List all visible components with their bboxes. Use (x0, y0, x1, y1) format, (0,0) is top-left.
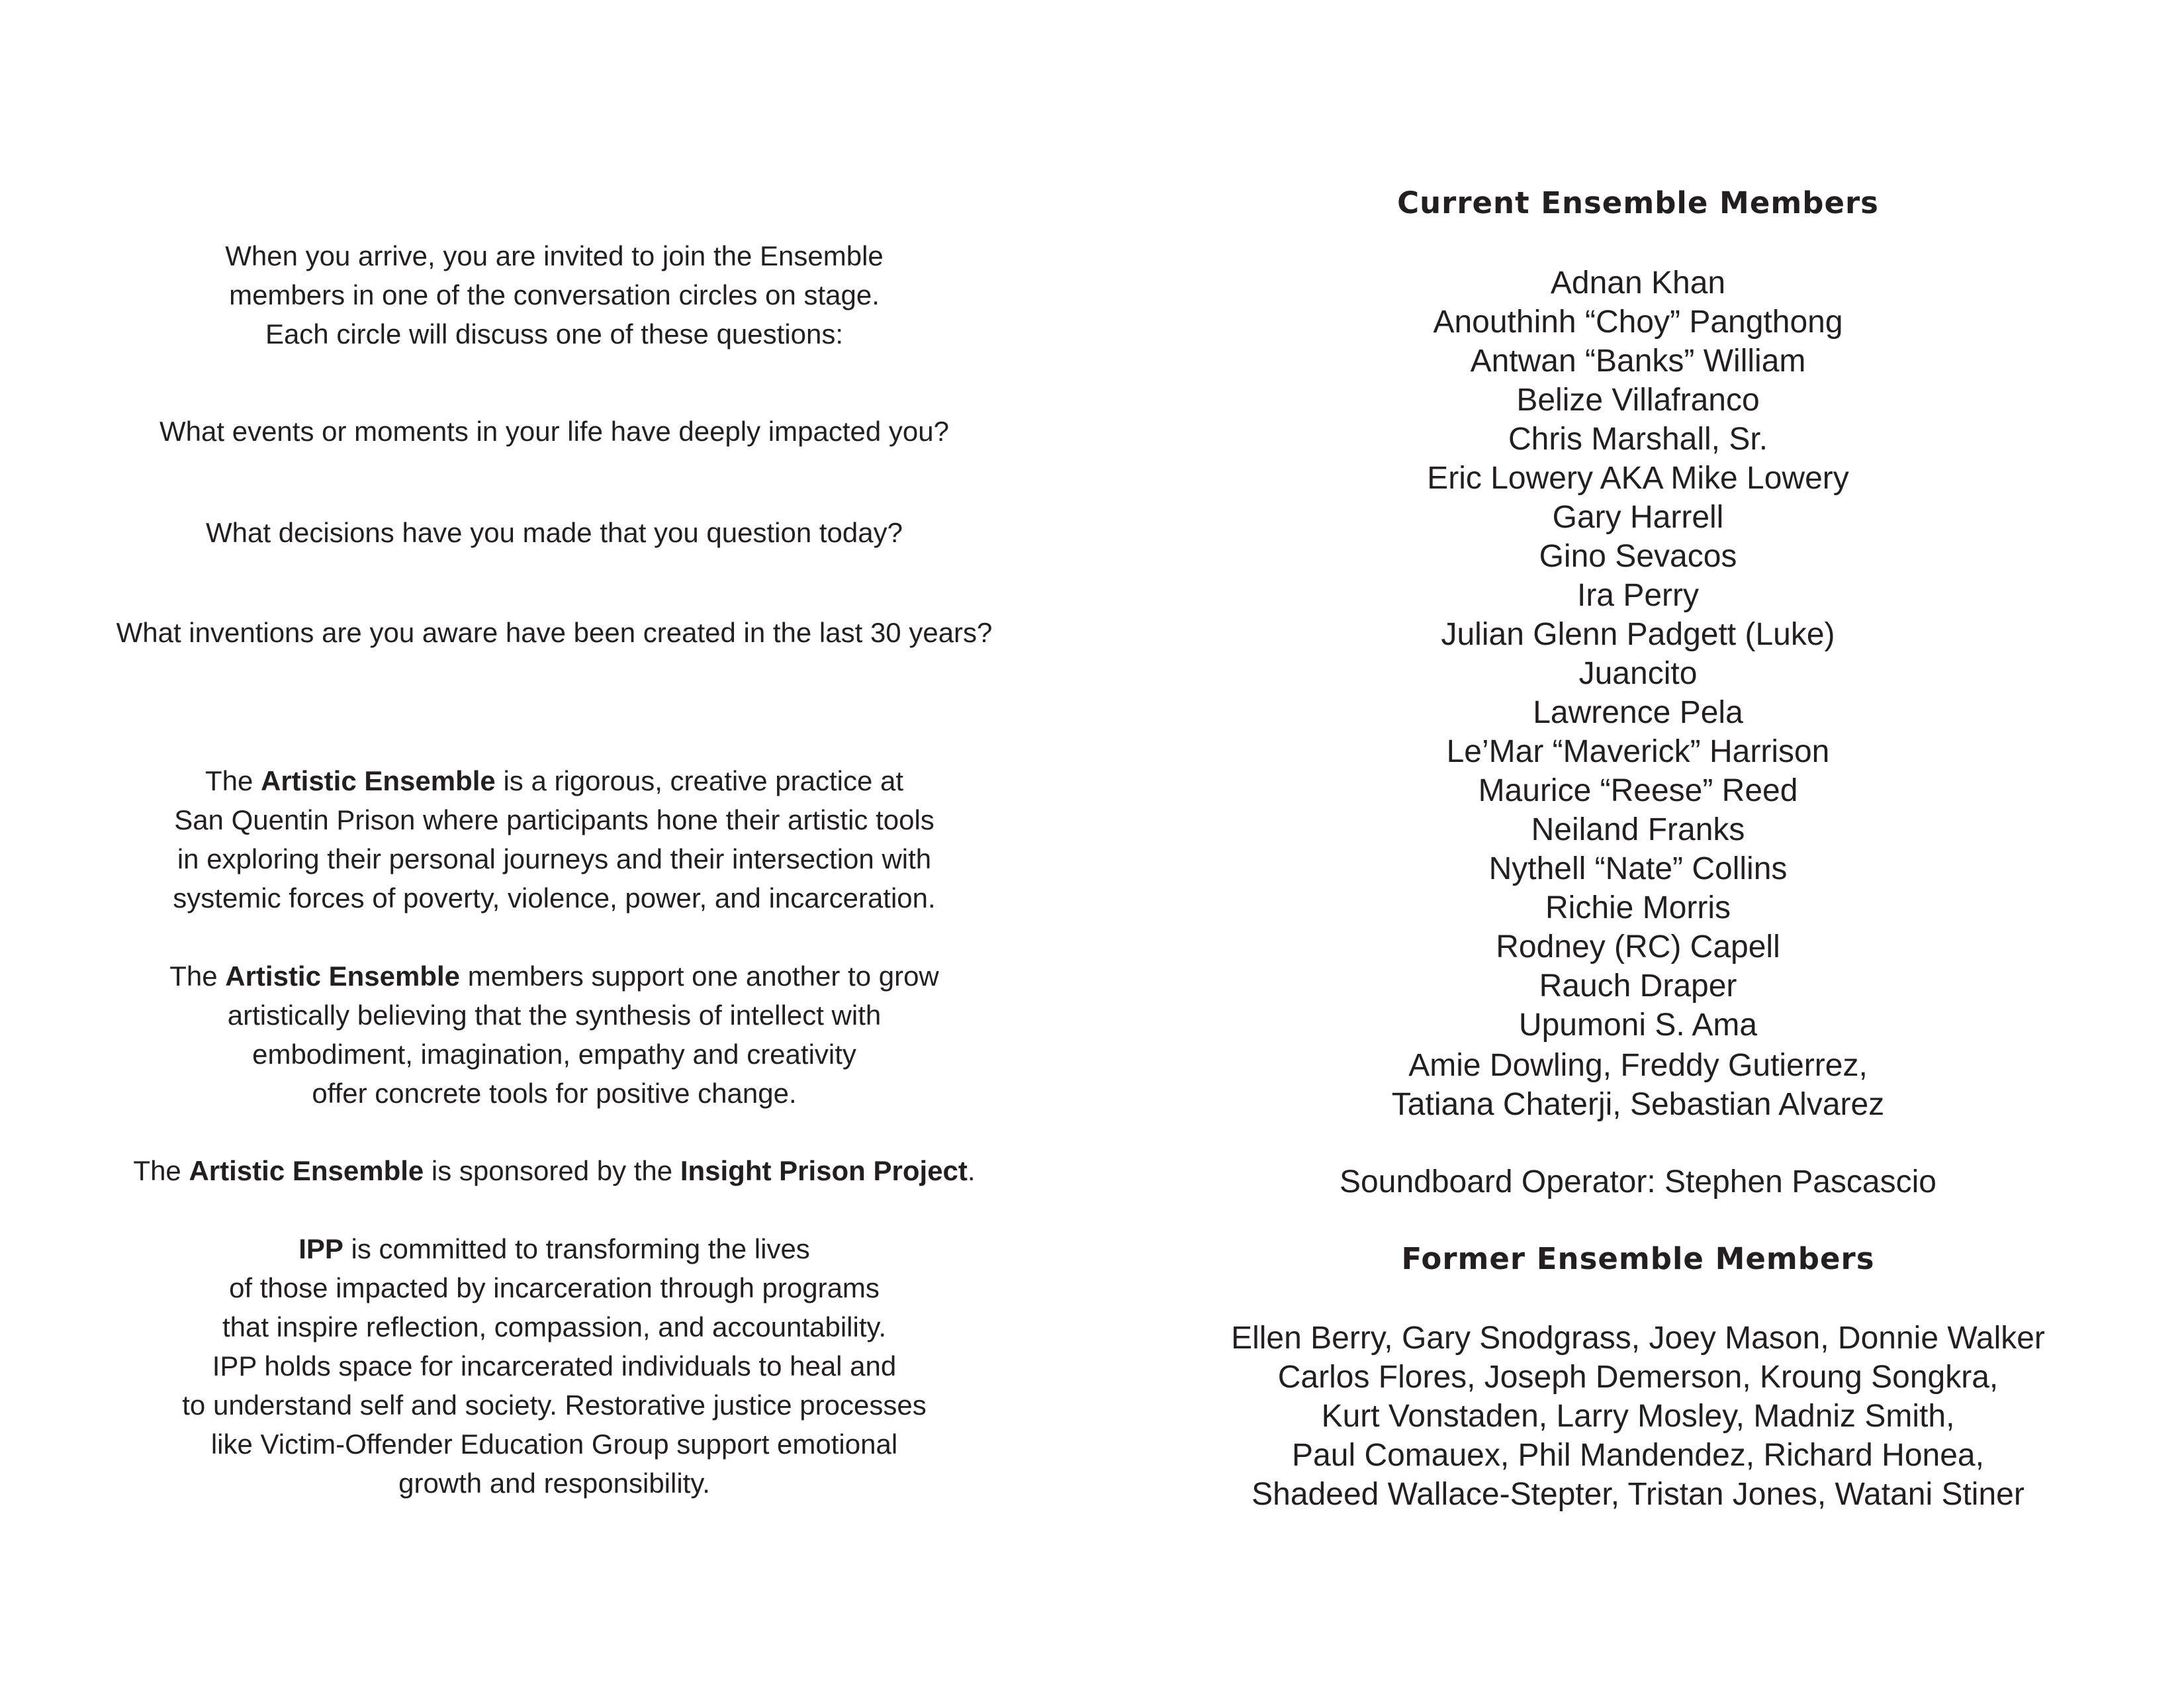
former-members-line: Kurt Vonstaden, Larry Mosley, Madniz Smith, (1321, 1399, 1955, 1434)
invitation-line: When you arrive, you are invited to join the Ensemble (225, 240, 884, 271)
description-line: San Quentin Prison where participants hone their artistic tools (174, 804, 934, 835)
member-name: Anouthinh “Choy” Pangthong (1433, 305, 1843, 340)
member-name: Chris Marshall, Sr. (1508, 422, 1768, 457)
current-members-list (1092, 263, 2184, 1045)
member-name: Le’Mar “Maverick” Harrison (1446, 734, 1830, 769)
facilitators-line: Amie Dowling, Freddy Gutierrez, (1408, 1048, 1868, 1083)
member-name: Nythell “Nate” Collins (1488, 851, 1788, 886)
invitation-line: Each circle will discuss one of these questions: (265, 318, 844, 350)
member-name: Maurice “Reese” Reed (1478, 773, 1798, 808)
member-name: Upumoni S. Ama (1518, 1008, 1758, 1043)
sponsor-name: Insight Prison Project (680, 1155, 968, 1186)
ensemble-name: Artistic Ensemble (225, 961, 461, 992)
ensemble-name: Artistic Ensemble (260, 765, 496, 796)
member-name: Lawrence Pela (1533, 695, 1743, 730)
support-line: The Artistic Ensemble members support one another to grow (169, 961, 939, 992)
member-name: Gary Harrell (1552, 500, 1724, 535)
member-name: Juancito (1578, 656, 1698, 691)
member-name: Julian Glenn Padgett (Luke) (1441, 617, 1835, 652)
member-name: Neiland Franks (1531, 812, 1745, 847)
former-members-line: Shadeed Wallace-Stepter, Tristan Jones, Watani Stiner (1251, 1477, 2025, 1512)
soundboard-operator-credit: Soundboard Operator: Stephen Pascascio (1340, 1164, 1936, 1199)
member-name: Eric Lowery AKA Mike Lowery (1427, 461, 1849, 496)
description-line: The Artistic Ensemble is a rigorous, creative practice at (205, 765, 904, 796)
support-line: artistically believing that the synthesis of intellect with (227, 1000, 882, 1031)
question-3: What inventions are you aware have been created in the last 30 years? (116, 617, 993, 648)
former-members-line: Ellen Berry, Gary Snodgrass, Joey Mason, Donnie Walker (1231, 1321, 2045, 1356)
member-name: Ira Perry (1576, 578, 1700, 613)
ipp-line: growth and responsibility. (398, 1468, 710, 1499)
former-members-list (1092, 1319, 2184, 1514)
member-name: Belize Villafranco (1516, 383, 1760, 418)
former-members-line: Carlos Flores, Joseph Demerson, Kroung Songkra, (1277, 1360, 1999, 1395)
question-2: What decisions have you made that you question today? (206, 517, 903, 548)
facilitators-list (1092, 1046, 2184, 1124)
ipp-line: like Victim-Offender Education Group support emotional (210, 1429, 898, 1460)
ipp-line: IPP holds space for incarcerated individuals to heal and (212, 1350, 897, 1382)
member-name: Adnan Khan (1550, 265, 1726, 301)
member-name: Antwan “Banks” William (1470, 344, 1806, 379)
member-name: Gino Sevacos (1539, 539, 1737, 574)
invitation-paragraph (0, 236, 1109, 353)
ensemble-name: Artistic Ensemble (189, 1155, 424, 1186)
ipp-abbreviation: IPP (298, 1233, 343, 1264)
former-members-line: Paul Comauex, Phil Mandendez, Richard Honea, (1292, 1438, 1984, 1473)
sponsor-paragraph (0, 1151, 1109, 1190)
question-1: What events or moments in your life have deeply impacted you? (159, 416, 949, 447)
sponsor-line: The Artistic Ensemble is sponsored by the Insight Prison Project. (133, 1155, 976, 1186)
ipp-paragraph (0, 1229, 1109, 1503)
ensemble-description-paragraph (0, 761, 1109, 917)
invitation-line: members in one of the conversation circles on stage. (229, 279, 880, 310)
ipp-line: to understand self and society. Restorative justice processes (182, 1389, 927, 1421)
former-members-heading: Former Ensemble Members (1401, 1241, 1875, 1276)
description-line: in exploring their personal journeys and their intersection with (177, 843, 932, 874)
description-line: systemic forces of poverty, violence, power, and incarceration. (173, 882, 936, 914)
member-name: Rodney (RC) Capell (1496, 929, 1780, 964)
facilitators-line: Tatiana Chaterji, Sebastian Alvarez (1391, 1087, 1885, 1122)
support-line: offer concrete tools for positive change. (312, 1078, 797, 1109)
support-line: embodiment, imagination, empathy and creativity (252, 1039, 856, 1070)
member-name: Rauch Draper (1539, 968, 1737, 1004)
member-name: Richie Morris (1545, 890, 1731, 925)
ipp-line: that inspire reflection, compassion, and accountability. (222, 1311, 887, 1342)
current-members-heading: Current Ensemble Members (1397, 185, 1879, 220)
ensemble-support-paragraph (0, 957, 1109, 1113)
right-page (1092, 0, 2184, 1688)
ipp-line: of those impacted by incarceration through programs (229, 1272, 880, 1303)
ipp-line: IPP is committed to transforming the lives (298, 1233, 810, 1264)
